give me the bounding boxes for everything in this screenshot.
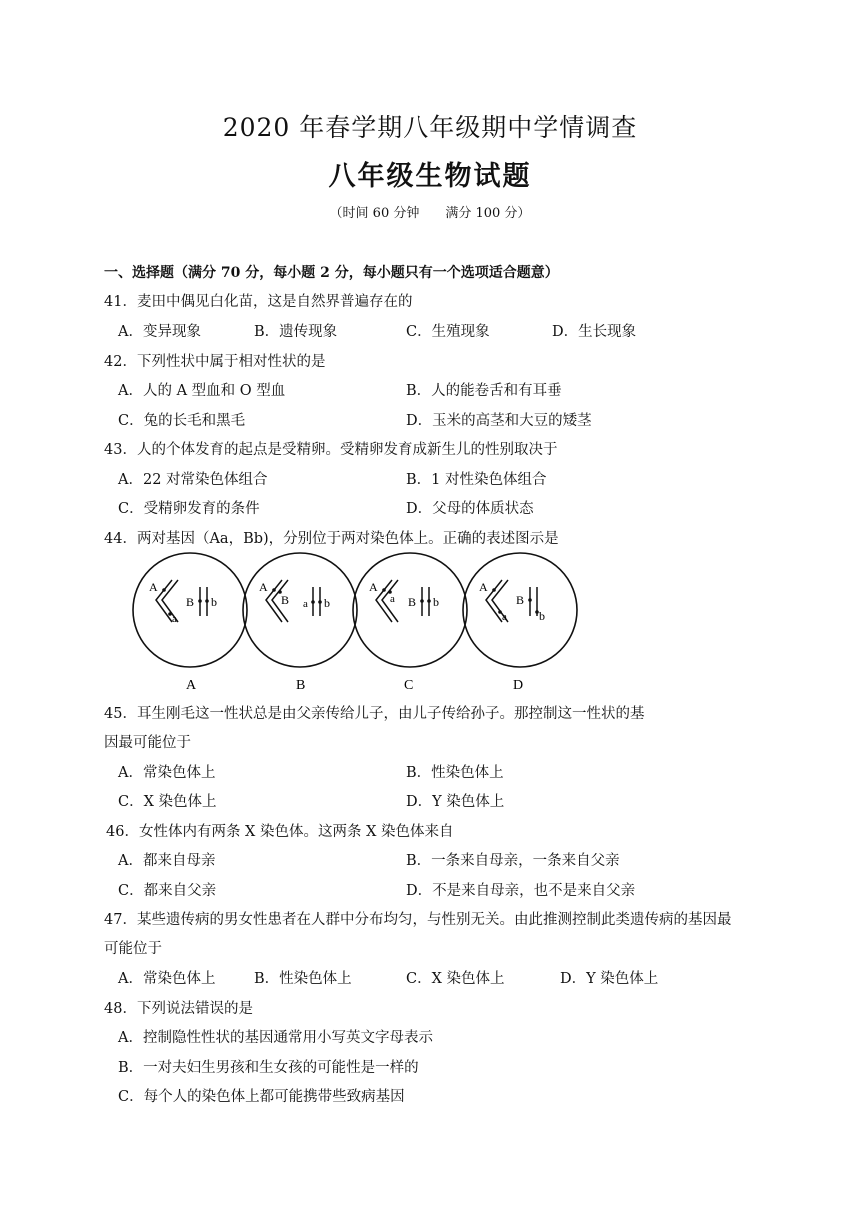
question-47-stem-cont: 可能位于	[104, 941, 162, 957]
question-46-option-c: C．都来自父亲	[118, 883, 217, 899]
panel-label-b: B	[296, 678, 306, 693]
gene-label-a-upper: A	[369, 580, 378, 594]
question-46-option-d: D．不是来自母亲，也不是来自父亲	[406, 883, 636, 899]
gene-label-b-upper: B	[408, 595, 417, 609]
question-44-stem: 44．两对基因（Aa，Bb)，分别位于两对染色体上。正确的表述图示是	[104, 531, 559, 547]
question-48-option-a: A．控制隐性性状的基因通常用小写英文字母表示	[118, 1030, 433, 1046]
question-45-stem: 45．耳生刚毛这一性状总是由父亲传给儿子，由儿子传给孙子。那控制这一性状的基	[104, 706, 645, 722]
question-45-option-d: D．Y 染色体上	[406, 794, 505, 810]
question-42-option-b: B．人的能卷舌和有耳垂	[406, 383, 562, 399]
question-45-option-b: B．性染色体上	[406, 765, 504, 781]
exam-subject: 八年级生物试题	[328, 161, 532, 192]
figure-panel-a	[133, 553, 247, 667]
question-43-option-c: C．受精卵发育的条件	[118, 501, 260, 517]
gene-label-a-lower: a	[303, 598, 308, 610]
question-46-option-a: A．都来自母亲	[118, 853, 216, 869]
question-48-option-c: C．每个人的染色体上都可能携带些致病基因	[118, 1089, 405, 1105]
question-43-option-a: A．22 对常染色体组合	[118, 472, 268, 488]
chromosome-figure	[120, 550, 590, 696]
question-45-option-c: C．X 染色体上	[118, 794, 217, 810]
question-41-option-b: B．遗传现象	[254, 324, 338, 340]
question-42-option-d: D．玉米的高茎和大豆的矮茎	[406, 413, 592, 429]
gene-label-b-lower: b	[433, 595, 439, 609]
question-43-option-d: D．父母的体质状态	[406, 501, 534, 517]
figure-panel-c	[353, 553, 467, 667]
gene-label-a-upper: A	[149, 580, 158, 594]
exam-title: 2020 年春学期八年级期中学情调查	[222, 113, 638, 142]
question-43-option-b: B．1 对性染色体组合	[406, 472, 547, 488]
gene-label-b-upper: B	[516, 593, 525, 607]
question-46-stem: 46．女性体内有两条 X 染色体。这两条 X 染色体来自	[106, 824, 454, 840]
gene-label-a-lower: a	[172, 613, 177, 625]
panel-label-c: C	[404, 678, 414, 693]
question-45-option-a: A．常染色体上	[118, 765, 216, 781]
gene-label-b-lower: b	[539, 609, 545, 623]
question-45-stem-cont: 因最可能位于	[104, 735, 191, 751]
question-48-stem: 48．下列说法错误的是	[104, 1001, 253, 1017]
gene-label-a-lower: a	[502, 611, 507, 623]
question-47-stem: 47．某些遗传病的男女性患者在人群中分布均匀，与性别无关。由此推测控制此类遗传病的基因最	[104, 912, 732, 928]
exam-info: （时间 60 分钟 满分 100 分）	[329, 206, 531, 221]
figure-panel-b	[243, 553, 357, 667]
question-42-option-c: C．兔的长毛和黑毛	[118, 413, 246, 429]
question-42-option-a: A．人的 A 型血和 O 型血	[118, 383, 286, 399]
gene-label-a-upper: A	[479, 580, 488, 594]
section-heading: 一、选择题（满分 70 分，每小题 2 分，每小题只有一个选项适合题意）	[104, 265, 559, 281]
question-47-option-c: C．X 染色体上	[406, 971, 505, 987]
question-47-option-b: B．性染色体上	[254, 971, 352, 987]
question-47-option-a: A．常染色体上	[118, 971, 216, 987]
question-41-stem: 41．麦田中偶见白化苗，这是自然界普遍存在的	[104, 294, 413, 310]
question-43-stem: 43．人的个体发育的起点是受精卵。受精卵发育成新生儿的性别取决于	[104, 442, 558, 458]
question-46-option-b: B．一条来自母亲，一条来自父亲	[406, 853, 620, 869]
question-48-option-b: B．一对夫妇生男孩和生女孩的可能性是一样的	[118, 1060, 419, 1076]
question-41-option-d: D．生长现象	[552, 324, 637, 340]
gene-label-b-lower: b	[324, 596, 330, 610]
gene-label-b-upper: B	[186, 595, 195, 609]
panel-label-d: D	[513, 678, 524, 693]
panel-label-a: A	[186, 678, 197, 693]
question-41-option-a: A．变异现象	[118, 324, 201, 340]
question-47-option-d: D．Y 染色体上	[560, 971, 659, 987]
gene-label-a-upper: A	[259, 580, 268, 594]
gene-label-b-upper: B	[281, 593, 290, 607]
question-42-stem: 42．下列性状中属于相对性状的是	[104, 354, 326, 370]
figure-panel-d	[463, 553, 577, 667]
question-41-option-c: C．生殖现象	[406, 324, 490, 340]
gene-label-a-lower: a	[390, 593, 395, 605]
gene-label-b-lower: b	[211, 595, 217, 609]
